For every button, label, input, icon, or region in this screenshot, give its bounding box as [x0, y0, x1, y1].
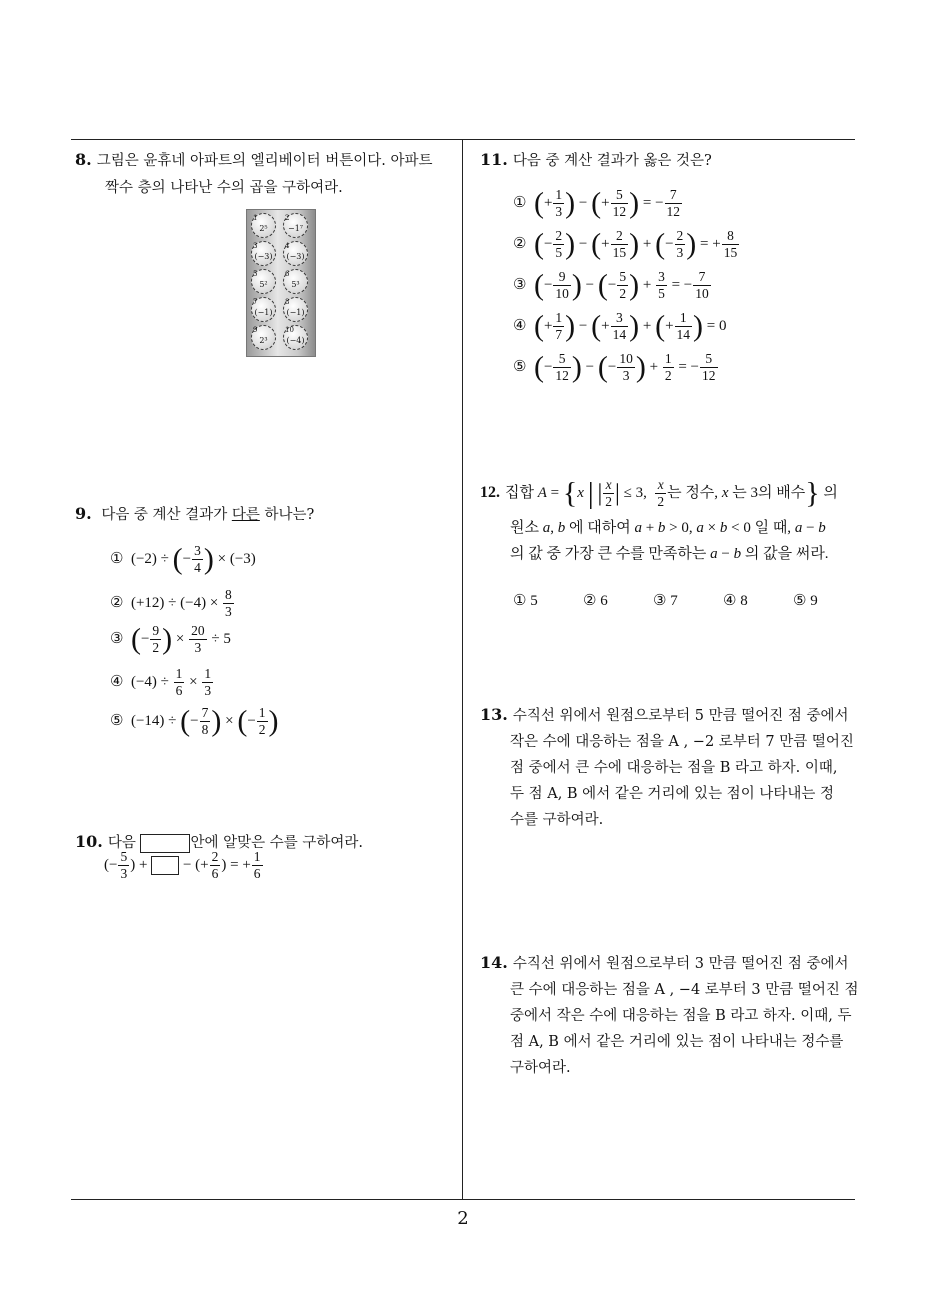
- column-divider: [462, 139, 463, 1200]
- underlined-word: 다른: [231, 507, 260, 523]
- question-text: 의: [823, 485, 838, 502]
- question-number: 10.: [75, 832, 103, 851]
- question-text: 짝수 층의 나타난 수의 곱을 구하여라.: [105, 180, 343, 196]
- bottom-rule: [71, 1199, 855, 1200]
- elevator-button: 4 (−3): [283, 241, 308, 266]
- choice-mark: ②: [513, 236, 527, 253]
- choice-1[interactable]: ① (+ $\frac{1}{3}$ ) − (+ $\frac{5}{12}$ ) = − $\frac{7}{12}$: [513, 186, 681, 220]
- elevator-button-panel: [246, 209, 316, 357]
- q10-equation: (− $\frac{5}{3}$ ) + − (+ $\frac{2}{6}$ ) = + $\frac{1}{6}$: [104, 849, 261, 882]
- choice-3[interactable]: ③ 7: [653, 593, 678, 609]
- choice-mark: ④: [513, 318, 527, 335]
- question-text: 다음: [107, 835, 136, 851]
- question-text: 일 때,: [754, 520, 792, 536]
- choice-mark: ③: [513, 277, 527, 294]
- elevator-button: 2 −1⁷: [283, 213, 308, 238]
- choice-4[interactable]: ④ (−4) ÷ $\frac{1}{6}$ × $\frac{1}{3}$: [110, 666, 212, 699]
- choice-2[interactable]: ② (− $\frac{2}{5}$ ) − (+ $\frac{2}{15}$ ) + (− $\frac{2}{3}$ ) = + $\frac{8}{15}$: [513, 227, 738, 261]
- choice-2[interactable]: ② (+12) ÷ (−4) × $\frac{8}{3}$: [110, 587, 232, 620]
- question-text: 큰 수에 대응하는 점을 A , −4 로부터 3 만큼 떨어진 점: [510, 982, 859, 998]
- top-rule: [71, 139, 855, 140]
- choice-5[interactable]: ⑤ 9: [793, 593, 818, 609]
- question-9: [75, 500, 460, 529]
- question-text: 수직선 위에서 원점으로부터 3 만큼 떨어진 점 중에서: [512, 956, 849, 972]
- question-text: 수를 구하여라.: [510, 812, 604, 828]
- question-text: 의 값을 써라.: [744, 546, 829, 562]
- question-12-line-2: 원소 a, b 에 대하여 a + b > 0, a × b < 0 일 때, a − b: [510, 520, 826, 536]
- question-text: 원소: [510, 520, 539, 536]
- question-text: 두 점 A, B 에서 같은 거리에 있는 점이 나타내는 정: [510, 786, 834, 802]
- question-text: 하나는?: [264, 507, 315, 523]
- question-number: 12.: [480, 484, 500, 502]
- question-text: 에 대하여: [568, 520, 631, 536]
- page-number: 2: [457, 1208, 469, 1229]
- elevator-button: 8 (−1): [283, 297, 308, 322]
- choice-5[interactable]: ⑤ (− $\frac{5}{12}$ ) − (− $\frac{10}{3}$ ) + $\frac{1}{2}$ = − $\frac{5}{12}$: [513, 350, 716, 384]
- question-number: 13.: [480, 705, 508, 724]
- question-text: 안에 알맞은 수를 구하여라.: [190, 835, 363, 851]
- question-number: 14.: [480, 953, 508, 972]
- elevator-button: 5 5²: [251, 269, 276, 294]
- question-text: 그림은 윤휴네 아파트의 엘리베이터 버튼이다. 아파트: [96, 153, 433, 169]
- choice-mark: ②: [110, 595, 124, 612]
- elevator-button: 10 (−4): [283, 325, 308, 350]
- question-text: 구하여라.: [510, 1060, 571, 1076]
- choice-mark: ⑤: [110, 713, 124, 730]
- choice-4[interactable]: ④ 8: [723, 593, 748, 609]
- choice-mark: ⑤: [513, 359, 527, 376]
- question-8: [75, 146, 460, 202]
- question-text: 는 정수,: [667, 485, 719, 502]
- choice-3[interactable]: ③ (− $\frac{9}{2}$ ) × $\frac{20}{3}$ ÷ 5: [110, 622, 231, 656]
- elevator-button: 1 2⁵: [251, 213, 276, 238]
- question-number: 9.: [75, 504, 92, 523]
- choice-2[interactable]: ② 6: [583, 593, 608, 609]
- elevator-button: 9 2³: [251, 325, 276, 350]
- choice-1[interactable]: ① (−2) ÷ (− $\frac{3}{4}$ ) × (−3): [110, 542, 256, 576]
- elevator-button: 7 (−1): [251, 297, 276, 322]
- question-number: 8.: [75, 150, 92, 169]
- question-11: [480, 146, 860, 175]
- question-text: 다음 중 계산 결과가: [101, 507, 228, 523]
- elevator-button: 6 5³: [283, 269, 308, 294]
- question-text: 점 A, B 에서 같은 거리에 있는 점이 나타내는 정수를: [510, 1034, 844, 1050]
- question-text: 의 값 중 가장 큰 수를 만족하는: [510, 546, 707, 562]
- choice-mark: ①: [110, 551, 124, 568]
- question-text: 작은 수에 대응하는 점을 A , −2 로부터 7 만큼 떨어진: [510, 734, 854, 750]
- question-text: 중에서 작은 수에 대응하는 점을 B 라고 하자. 이때, 두: [510, 1008, 852, 1024]
- answer-blank-box: [151, 856, 179, 875]
- choice-5[interactable]: ⑤ (−14) ÷ (− $\frac{7}{8}$ ) × (− $\frac{1}{2}$ ): [110, 704, 279, 738]
- choice-mark: ④: [110, 674, 124, 691]
- choice-1[interactable]: ① 5: [513, 593, 538, 609]
- question-text: 점 중에서 큰 수에 대응하는 점을 B 라고 하자. 이때,: [510, 760, 838, 776]
- question-12-line-1: 12. 집합 A = {x | | $\frac{x}{2}$ | ≤ 3, $\frac{x}{2}$ 는 정수, x 는 3의 배수} 의: [480, 476, 838, 510]
- elevator-button: 3 (−3): [251, 241, 276, 266]
- question-text: 는 3의 배수: [732, 485, 806, 502]
- choice-mark: ①: [513, 195, 527, 212]
- question-12-line-3: 의 값 중 가장 큰 수를 만족하는 a − b 의 값을 써라.: [510, 546, 829, 562]
- choice-mark: ③: [110, 631, 124, 648]
- question-number: 11.: [480, 150, 508, 169]
- question-13: [480, 702, 860, 833]
- question-text: 집합: [505, 485, 534, 502]
- question-text: 다음 중 계산 결과가 옳은 것은?: [512, 153, 712, 169]
- question-14: [480, 950, 860, 1081]
- question-text: 수직선 위에서 원점으로부터 5 만큼 떨어진 점 중에서: [512, 708, 849, 724]
- choice-4[interactable]: ④ (+ $\frac{1}{7}$ ) − (+ $\frac{3}{14}$ ) + (+ $\frac{1}{14}$ ) = 0: [513, 309, 727, 343]
- choice-3[interactable]: ③ (− $\frac{9}{10}$ ) − (− $\frac{5}{2}$ ) + $\frac{3}{5}$ = − $\frac{7}{10}$: [513, 268, 709, 302]
